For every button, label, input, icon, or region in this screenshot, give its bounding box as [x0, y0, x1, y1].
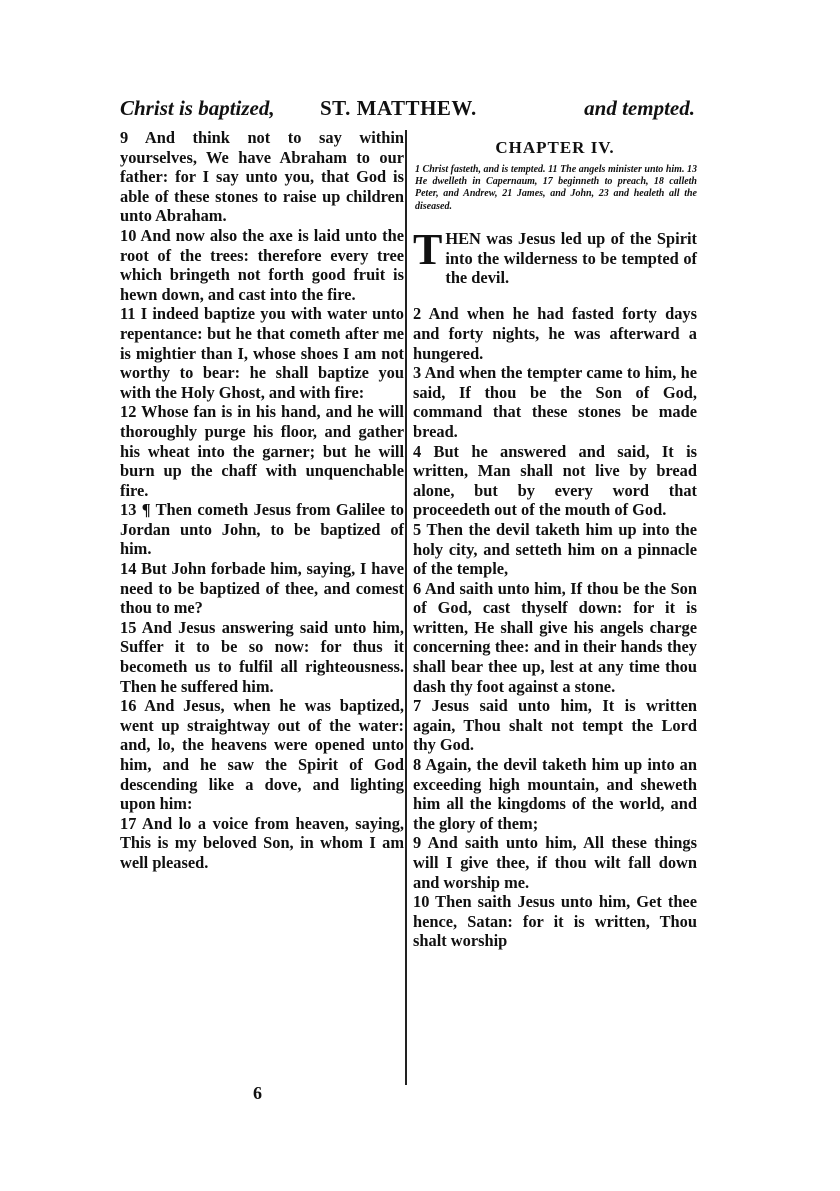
- verse-11: 11 I indeed baptize you with water unto repentance: but he that cometh after me is mightier than I, whose shoes I am not worthy to bear: he shall baptize you with the Holy Ghost, and with fire:: [120, 304, 404, 402]
- running-head: [120, 96, 695, 130]
- verse-4: 4 But he answered and said, It is written, Man shall not live by bread alone, but by every word that proceedeth out of the mouth of God.: [413, 441, 697, 520]
- verse-8: 8 Again, the devil taketh him up into an exceeding high mountain, and sheweth him all the kingdoms of the world, and the glory of them;: [413, 755, 697, 833]
- verse-10-ch4: 10 Then saith Jesus unto him, Get thee hence, Satan: for it is written, Thou shalt worship: [413, 892, 697, 951]
- verse-9: 9 And think not to say within yourselves, We have Abraham to our father: for I say unto you, that God is able of these stones to raise up children unto Abraham.: [120, 128, 404, 226]
- verse-7: 7 Jesus said unto him, It is written again, Thou shalt not tempt the Lord thy God.: [413, 696, 697, 755]
- running-head-right: and tempted.: [584, 96, 695, 120]
- left-column: [120, 128, 404, 873]
- verse-17: 17 And lo a voice from heaven, saying, This is my beloved Son, in whom I am well pleased.: [120, 813, 404, 872]
- chapter-title: CHAPTER IV.: [495, 138, 615, 157]
- column-divider: [405, 130, 407, 1085]
- verse-6: 6 And saith unto him, If thou be the Son of God, cast thyself down: for it is written, He shall give his angels charge concerning thee: and in their hands they shall bear thee up, lest at any time thou dash thy foot against a stone.: [413, 578, 697, 696]
- verse-16: 16 And Jesus, when he was baptized, went up straightway out of the water: and, lo, the heavens were opened unto him, and he saw the Spirit of God descending like a dove, and lighting upon him:: [120, 696, 404, 814]
- chapter-summary: 1 Christ fasteth, and is tempted. 11 The angels minister unto him. 13 He dwelleth in Capernaum, 17 beginneth to preach, 18 calleth Peter, and Andrew, 21 James, and John, 23 and healeth all the diseased.: [415, 164, 697, 212]
- verse-2: 2 And when he had fasted forty days and forty nights, he was afterward a hungered.: [413, 304, 697, 363]
- drop-cap: T: [413, 225, 443, 275]
- verse-10: 10 And now also the axe is laid unto the root of the trees: therefore every tree which bringeth not forth good fruit is hewn down, and cast into the fire.: [120, 225, 404, 304]
- verse-1-text: HEN was Jesus led up of the Spirit into the wilderness to be tempted of the devil.: [445, 229, 697, 288]
- page-number: 6: [253, 1083, 262, 1103]
- right-column: [413, 128, 697, 951]
- verse-9-ch4: 9 And saith unto him, All these things will I give thee, if thou wilt fall down and worship me.: [413, 833, 697, 892]
- verse-1: [413, 225, 697, 288]
- running-head-book-title: ST. MATTHEW.: [320, 96, 477, 120]
- verse-14: 14 But John forbade him, saying, I have need to be baptized of thee, and comest thou to me?: [120, 559, 404, 618]
- verse-12: 12 Whose fan is in his hand, and he will thoroughly purge his floor, and gather his wheat into the garner; but he will burn up the chaff with unquenchable fire.: [120, 402, 404, 500]
- verse-13: 13 ¶ Then cometh Jesus from Galilee to Jordan unto John, to be baptized of him.: [120, 500, 404, 559]
- verse-3: 3 And when the tempter came to him, he said, If thou be the Son of God, command that these stones be made bread.: [413, 363, 697, 441]
- verse-5: 5 Then the devil taketh him up into the holy city, and setteth him on a pinnacle of the temple,: [413, 519, 697, 579]
- verse-15: 15 And Jesus answering said unto him, Suffer it to be so now: for thus it becometh us to fulfil all righteousness. Then he suffered him.: [120, 617, 404, 696]
- running-head-left: Christ is baptized,: [120, 96, 275, 120]
